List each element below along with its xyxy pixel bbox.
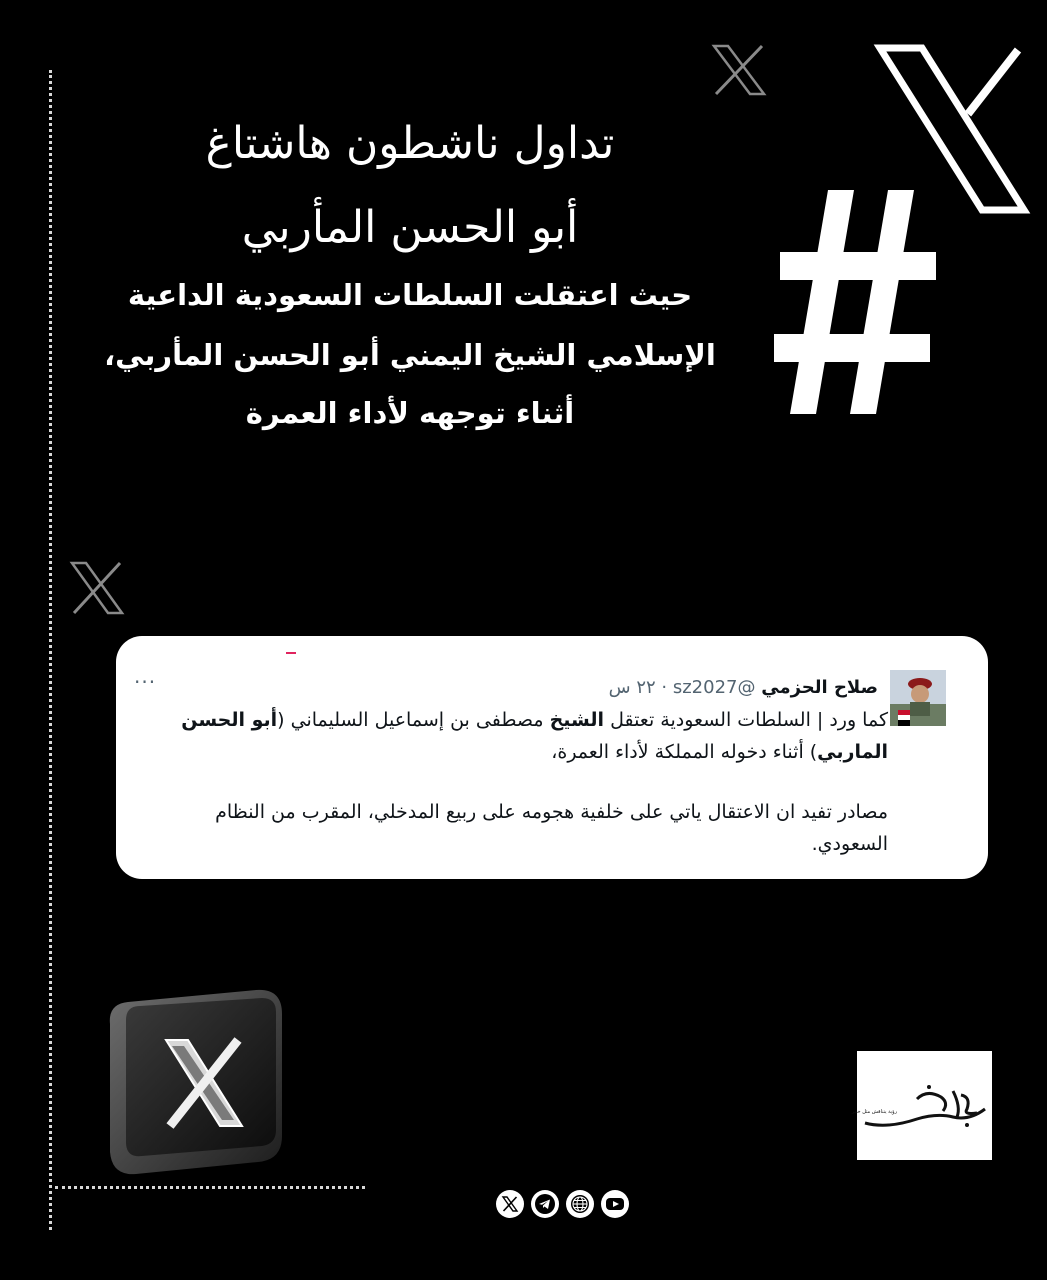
x-outline-icon — [70, 561, 124, 615]
tweet-highlight: الشيخ — [549, 709, 605, 731]
tweet-card — [116, 636, 988, 879]
x-outline-icon — [712, 44, 766, 96]
tweet-header — [609, 674, 878, 702]
tweet-text: مصطفى بن إسماعيل السليماني ( — [277, 709, 550, 731]
social-icons — [496, 1190, 629, 1218]
tweet-text: كما ورد | السلطات السعودية تعتقل — [604, 709, 888, 731]
meta-separator: · — [661, 677, 668, 698]
tweet-paragraph-2: مصادر تفيد ان الاعتقال ياتي على خلفية هجومه على ربيع المدخلي، المقرب من النظام السعودي. — [215, 801, 888, 855]
logo-tagline: رؤية يتناقش مثل خبير — [851, 1109, 897, 1115]
tweet-time[interactable]: ٢٢ س — [608, 677, 656, 698]
tweet-body — [164, 704, 888, 860]
tweet-highlight: أبو الحسن الماربي — [181, 709, 888, 763]
tweet-text: ) أثناء دخوله المملكة لأداء العمرة، — [551, 741, 818, 763]
author-name[interactable]: صلاح الحزمي — [761, 677, 878, 698]
brand-logo — [851, 1051, 992, 1160]
avatar[interactable] — [890, 670, 946, 726]
red-mark — [286, 652, 296, 654]
vertical-dotted-divider — [49, 70, 52, 1230]
youtube-icon[interactable] — [601, 1190, 629, 1218]
x-icon[interactable] — [496, 1190, 524, 1218]
subheadline-line-1: حيث اعتقلت السلطات السعودية الداعية — [127, 278, 693, 312]
telegram-icon[interactable] — [531, 1190, 559, 1218]
headline-line-2: أبو الحسن المأربي — [241, 202, 579, 253]
subheadline-line-2: الإسلامي الشيخ اليمني أبو الحسن المأربي، — [104, 338, 716, 372]
headline-line-1: تداول ناشطون هاشتاغ — [205, 118, 615, 169]
subheadline-line-3: أثناء توجهه لأداء العمرة — [245, 396, 575, 430]
hashtag-icon — [770, 182, 938, 424]
paragraph-gap — [164, 768, 888, 796]
x-app-tile-icon — [96, 986, 296, 1190]
more-options-icon[interactable]: ··· — [134, 670, 157, 694]
tweet-paragraph-1 — [164, 704, 888, 768]
author-handle[interactable]: @sz2027 — [672, 677, 756, 698]
globe-icon[interactable] — [566, 1190, 594, 1218]
